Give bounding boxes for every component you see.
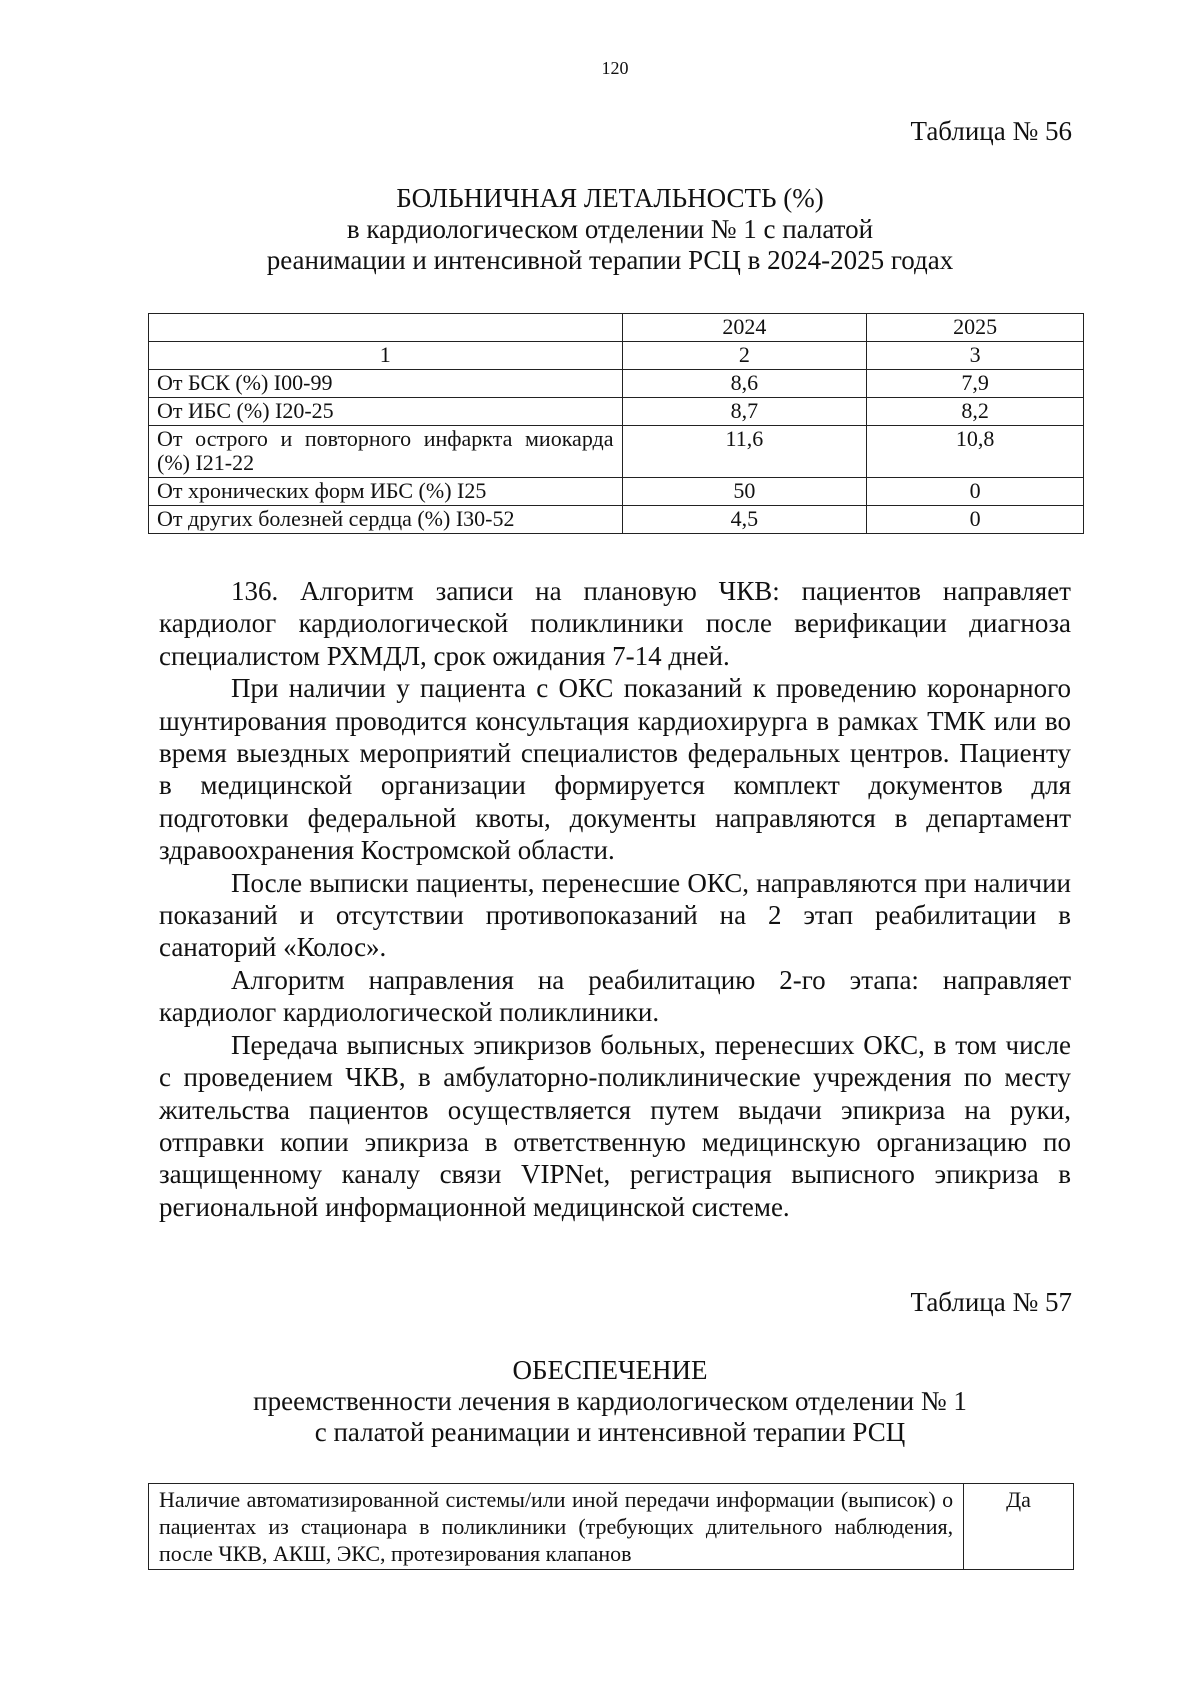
row-value-2025: 8,2	[867, 398, 1084, 426]
table-57-row-text: Наличие автоматизированной системы/или иной передачи информации (выписок) о пациентах из стационара в поликлиники (требующих длительного наблюдения, после ЧКВ, АКШ, ЭКС, протезирования клапанов	[149, 1484, 964, 1570]
table-56	[148, 313, 1084, 534]
table-row	[149, 370, 1084, 398]
table-57	[148, 1483, 1074, 1570]
row-label: От БСК (%) I00-99	[149, 370, 623, 398]
table-row	[149, 398, 1084, 426]
table-56-title-line-3: реанимации и интенсивной терапии РСЦ в 2024-2025 годах	[266, 245, 954, 275]
page-number: 120	[601, 58, 629, 78]
row-value-2024: 8,6	[622, 370, 867, 398]
table-row	[149, 426, 1084, 478]
table-header-empty	[149, 314, 623, 342]
paragraph-rehabilitation: После выписки пациенты, перенесшие ОКС, направляются при наличии показаний и отсутствии противопоказаний на 2 этап реабилитации в санаторий «Колос».	[159, 867, 1071, 963]
table-57-title-line-3: с палатой реанимации и интенсивной терапии РСЦ	[314, 1417, 906, 1447]
column-number-3: 3	[867, 342, 1084, 370]
table-57-title-line-2: преемственности лечения в кардиологическом отделении № 1	[253, 1386, 967, 1416]
table-57-title-line-1: ОБЕСПЕЧЕНИЕ	[512, 1355, 708, 1385]
paragraph-rehab-algorithm: Алгоритм направления на реабилитацию 2-го этапа: направляет кардиолог кардиологической поликлиники.	[159, 964, 1071, 1028]
row-value-2024: 8,7	[622, 398, 867, 426]
row-value-2025: 0	[867, 478, 1084, 506]
row-value-2024: 11,6	[622, 426, 867, 478]
paragraph-epicrisis-transfer: Передача выписных эпикризов больных, перенесших ОКС, в том числе с проведением ЧКВ, в амбулаторно-поликлинические учреждения по месту жительства пациентов осуществляется путем выдачи эпикриза на руки, отправки копии эпикриза в ответственную медицинскую организацию по защищенному каналу связи VIPNet, регистрация выписного эпикриза в региональной информационной медицинской системе.	[159, 1029, 1071, 1222]
table-row	[149, 1484, 1074, 1570]
row-label: От ИБС (%) I20-25	[149, 398, 623, 426]
table-56-caption: Таблица № 56	[910, 116, 1072, 146]
table-header-2024: 2024	[622, 314, 867, 342]
table-56-title	[148, 183, 1072, 276]
column-number-1: 1	[149, 342, 623, 370]
row-value-2025: 10,8	[867, 426, 1084, 478]
body-text	[159, 575, 1071, 1223]
column-number-2: 2	[622, 342, 867, 370]
table-56-title-line-2: в кардиологическом отделении № 1 с палатой	[346, 214, 874, 244]
table-row	[149, 478, 1084, 506]
row-value-2024: 4,5	[622, 506, 867, 534]
table-row	[149, 506, 1084, 534]
row-value-2025: 0	[867, 506, 1084, 534]
table-column-number-row	[149, 342, 1084, 370]
table-header-row	[149, 314, 1084, 342]
table-57-row-value: Да	[964, 1484, 1074, 1570]
paragraph-136: 136. Алгоритм записи на плановую ЧКВ: пациентов направляет кардиолог кардиологической поликлиники после верификации диагноза специалистом РХМДЛ, срок ожидания 7-14 дней.	[159, 576, 1071, 671]
table-56-title-line-1: БОЛЬНИЧНАЯ ЛЕТАЛЬНОСТЬ (%)	[396, 183, 824, 213]
table-header-2025: 2025	[867, 314, 1084, 342]
row-label: От других болезней сердца (%) I30-52	[149, 506, 623, 534]
table-57-title	[148, 1355, 1072, 1448]
paragraph-coronary-bypass: При наличии у пациента с ОКС показаний к проведению коронарного шунтирования проводится консультация кардиохирурга в рамках ТМК или во время выездных мероприятий специалистов федеральных центров. Пациенту в медицинской организации формируется комплект документов для подготовки федеральной квоты, документы направляются в департамент здравоохранения Костромской области.	[159, 673, 1071, 866]
row-label: От хронических форм ИБС (%) I25	[149, 478, 623, 506]
row-value-2025: 7,9	[867, 370, 1084, 398]
row-label: От острого и повторного инфаркта миокарда (%) I21-22	[149, 426, 623, 478]
row-value-2024: 50	[622, 478, 867, 506]
table-57-caption: Таблица № 57	[910, 1287, 1072, 1317]
